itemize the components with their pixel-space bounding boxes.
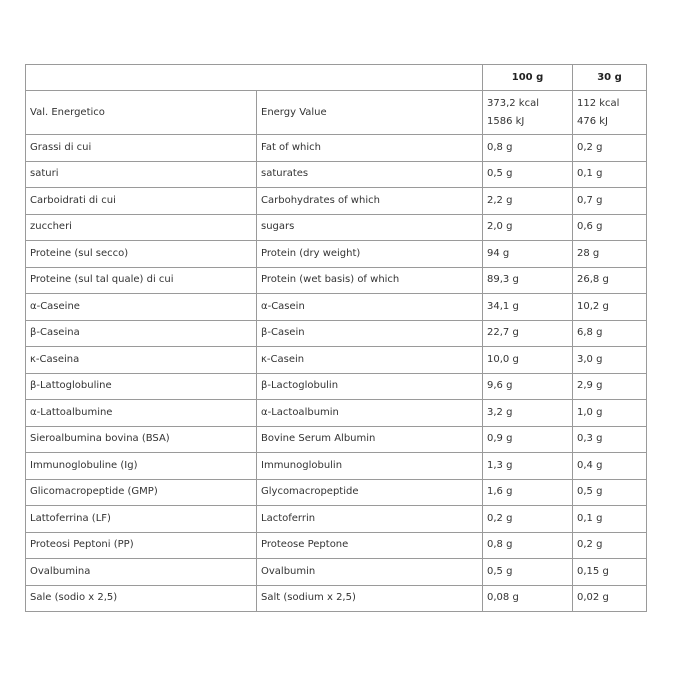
- nutrient-label-it: α-Lattoalbumine: [26, 400, 257, 427]
- table-row: [26, 347, 647, 374]
- energy-label-en: Energy Value: [257, 91, 483, 135]
- value-30g: 0,6 g: [573, 214, 647, 241]
- nutrient-label-it: Sieroalbumina bovina (BSA): [26, 426, 257, 453]
- nutrient-label-en: α-Casein: [257, 294, 483, 321]
- energy-100g-kcal: 373,2 kcal: [487, 97, 540, 109]
- table-row: [26, 559, 647, 586]
- nutrient-label-en: β-Casein: [257, 320, 483, 347]
- nutrition-table-body: [26, 65, 647, 612]
- energy-100g-kj: 1586 kJ: [487, 115, 525, 127]
- header-30g: 30 g: [573, 65, 647, 91]
- value-100g: 9,6 g: [483, 373, 573, 400]
- table-row: [26, 426, 647, 453]
- nutrient-label-en: Proteose Peptone: [257, 532, 483, 559]
- value-30g: 0,2 g: [573, 532, 647, 559]
- value-30g: 0,4 g: [573, 453, 647, 480]
- nutrient-label-it: Proteosi Peptoni (PP): [26, 532, 257, 559]
- energy-row: [26, 91, 647, 135]
- nutrient-label-it: Immunoglobuline (Ig): [26, 453, 257, 480]
- nutrient-label-en: α-Lactoalbumin: [257, 400, 483, 427]
- nutrient-label-en: Salt (sodium x 2,5): [257, 585, 483, 612]
- nutrient-label-it: Grassi di cui: [26, 135, 257, 162]
- nutrient-label-en: κ-Casein: [257, 347, 483, 374]
- nutrient-label-it: saturi: [26, 161, 257, 188]
- nutrient-label-it: Carboidrati di cui: [26, 188, 257, 215]
- table-row: [26, 161, 647, 188]
- table-row: [26, 135, 647, 162]
- value-30g: 0,1 g: [573, 506, 647, 533]
- nutrient-label-it: Proteine (sul tal quale) di cui: [26, 267, 257, 294]
- value-100g: 10,0 g: [483, 347, 573, 374]
- value-100g: 2,2 g: [483, 188, 573, 215]
- value-30g: 26,8 g: [573, 267, 647, 294]
- value-30g: 0,3 g: [573, 426, 647, 453]
- nutrient-label-en: Carbohydrates of which: [257, 188, 483, 215]
- table-row: [26, 188, 647, 215]
- nutrient-label-it: Ovalbumina: [26, 559, 257, 586]
- nutrient-label-en: Lactoferrin: [257, 506, 483, 533]
- table-row: [26, 506, 647, 533]
- value-30g: 6,8 g: [573, 320, 647, 347]
- value-100g: 22,7 g: [483, 320, 573, 347]
- value-30g: 0,7 g: [573, 188, 647, 215]
- nutrient-label-it: β-Lattoglobuline: [26, 373, 257, 400]
- header-empty-cell: [26, 65, 483, 91]
- nutrient-label-en: β-Lactoglobulin: [257, 373, 483, 400]
- value-30g: 28 g: [573, 241, 647, 268]
- nutrient-label-en: saturates: [257, 161, 483, 188]
- value-30g: 0,2 g: [573, 135, 647, 162]
- value-100g: 1,3 g: [483, 453, 573, 480]
- value-30g: 1,0 g: [573, 400, 647, 427]
- table-row: [26, 267, 647, 294]
- value-100g: 3,2 g: [483, 400, 573, 427]
- value-30g: 2,9 g: [573, 373, 647, 400]
- nutrient-label-it: Glicomacropeptide (GMP): [26, 479, 257, 506]
- value-30g: 0,15 g: [573, 559, 647, 586]
- value-30g: 10,2 g: [573, 294, 647, 321]
- value-100g: 0,2 g: [483, 506, 573, 533]
- value-100g: 94 g: [483, 241, 573, 268]
- nutrient-label-en: Protein (dry weight): [257, 241, 483, 268]
- energy-label-it: Val. Energetico: [26, 91, 257, 135]
- table-row: [26, 585, 647, 612]
- value-30g: 0,1 g: [573, 161, 647, 188]
- nutrient-label-en: sugars: [257, 214, 483, 241]
- nutrient-label-it: κ-Caseina: [26, 347, 257, 374]
- nutrient-label-it: β-Caseina: [26, 320, 257, 347]
- table-row: [26, 400, 647, 427]
- value-100g: 0,08 g: [483, 585, 573, 612]
- energy-value-100g: [483, 91, 573, 135]
- table-row: [26, 373, 647, 400]
- table-row: [26, 532, 647, 559]
- nutrient-label-it: Proteine (sul secco): [26, 241, 257, 268]
- nutrient-label-en: Ovalbumin: [257, 559, 483, 586]
- nutrient-label-en: Fat of which: [257, 135, 483, 162]
- energy-value-30g: [573, 91, 647, 135]
- value-100g: 2,0 g: [483, 214, 573, 241]
- nutrient-label-it: zuccheri: [26, 214, 257, 241]
- energy-30g-kcal: 112 kcal: [577, 97, 620, 109]
- nutrient-label-en: Immunoglobulin: [257, 453, 483, 480]
- table-row: [26, 214, 647, 241]
- nutrition-table: [25, 64, 647, 612]
- value-30g: 0,5 g: [573, 479, 647, 506]
- table-row: [26, 453, 647, 480]
- nutrient-label-it: α-Caseine: [26, 294, 257, 321]
- nutrient-label-it: Sale (sodio x 2,5): [26, 585, 257, 612]
- value-30g: 0,02 g: [573, 585, 647, 612]
- value-100g: 1,6 g: [483, 479, 573, 506]
- nutrient-label-en: Protein (wet basis) of which: [257, 267, 483, 294]
- value-100g: 0,8 g: [483, 135, 573, 162]
- table-row: [26, 294, 647, 321]
- nutrient-label-it: Lattoferrina (LF): [26, 506, 257, 533]
- table-row: [26, 479, 647, 506]
- value-100g: 89,3 g: [483, 267, 573, 294]
- nutrient-label-en: Bovine Serum Albumin: [257, 426, 483, 453]
- energy-30g-kj: 476 kJ: [577, 115, 609, 127]
- header-100g: 100 g: [483, 65, 573, 91]
- value-30g: 3,0 g: [573, 347, 647, 374]
- value-100g: 0,8 g: [483, 532, 573, 559]
- value-100g: 0,5 g: [483, 559, 573, 586]
- value-100g: 34,1 g: [483, 294, 573, 321]
- table-row: [26, 241, 647, 268]
- value-100g: 0,9 g: [483, 426, 573, 453]
- table-row: [26, 320, 647, 347]
- header-row: [26, 65, 647, 91]
- nutrient-label-en: Glycomacropeptide: [257, 479, 483, 506]
- value-100g: 0,5 g: [483, 161, 573, 188]
